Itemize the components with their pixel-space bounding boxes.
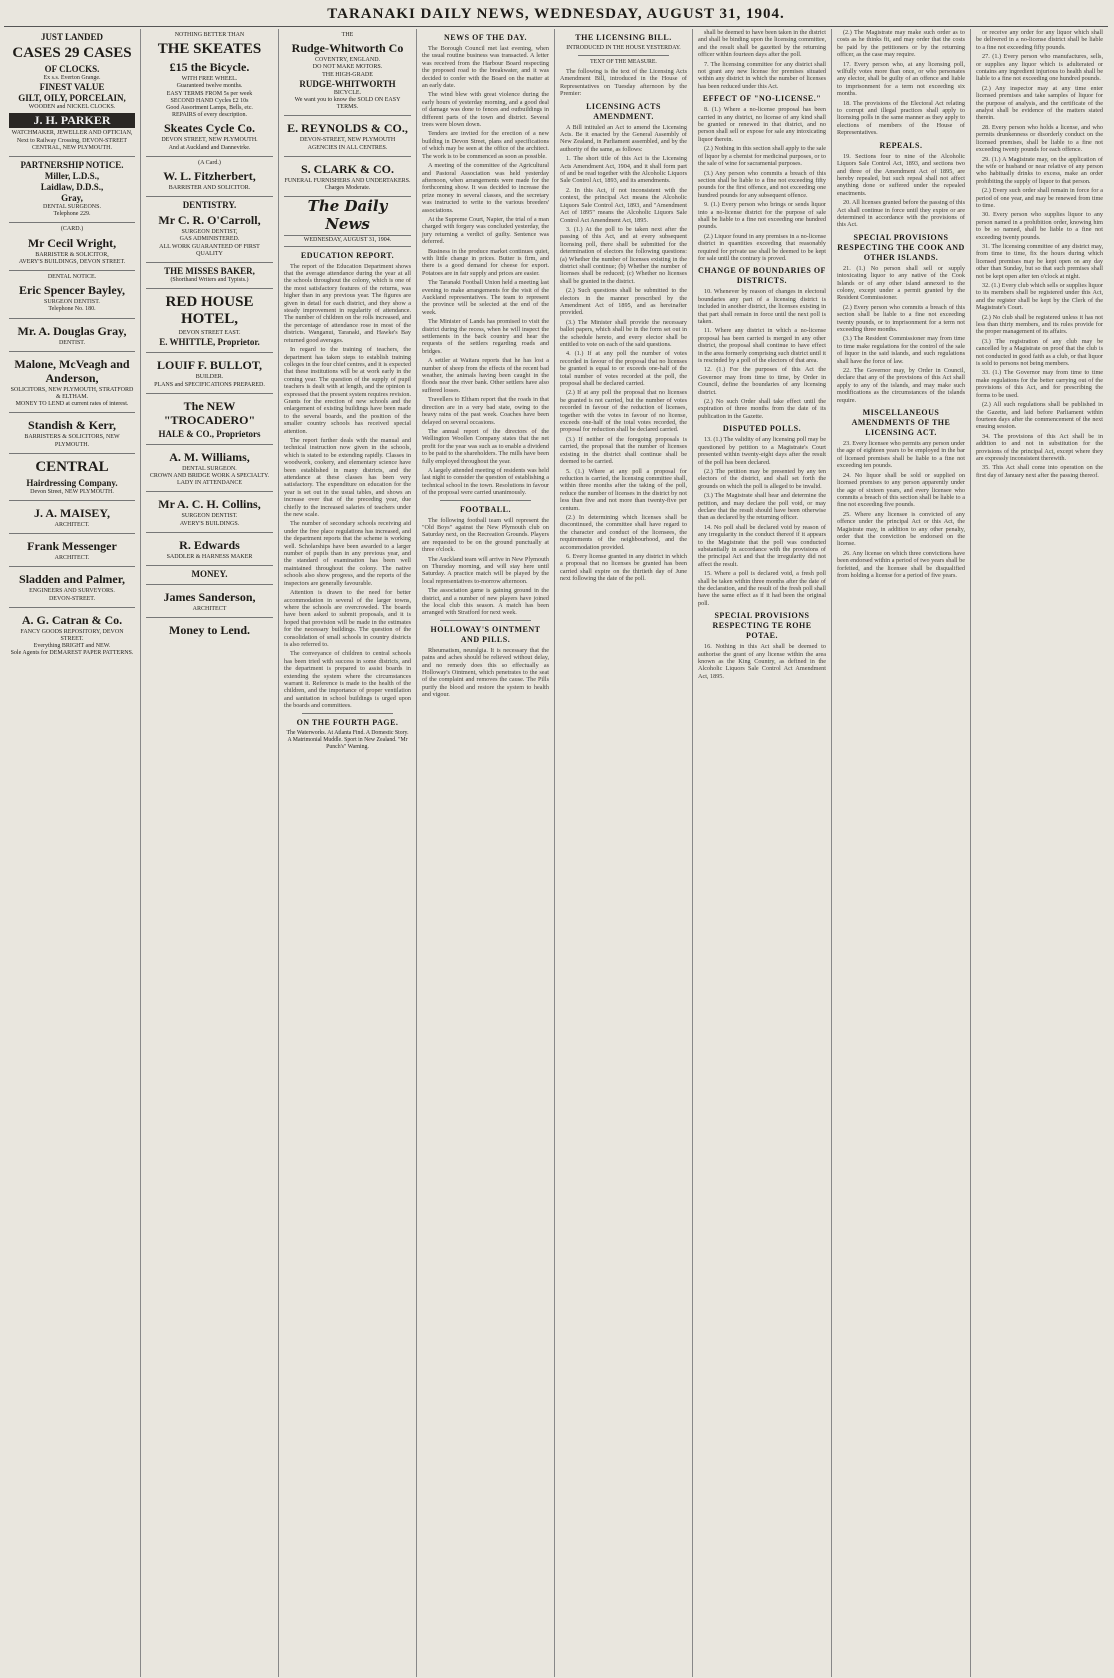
central-addr: Devon Street, NEW PLYMOUTH. [30, 488, 114, 495]
bayley-name: Eric Spencer Bayley, [18, 283, 126, 298]
education-heading: EDUCATION REPORT. [300, 250, 395, 260]
dentistry-title: DENTISTRY. [182, 200, 237, 211]
sladden-role: ENGINEERS AND SURVEYORS. [29, 588, 115, 595]
miller-name: Miller, L.D.S., [44, 171, 100, 182]
reynolds-name: E. REYNOLDS & CO., [287, 121, 408, 136]
ad-skeates [146, 29, 273, 157]
licensing-heading: THE LICENSING BILL. [575, 33, 672, 42]
williams-role: DENTAL SURGEON. [182, 465, 237, 472]
ad-clocks-line3: OF CLOCKS. [44, 64, 100, 74]
standish-name: Standish & Kerr, [28, 418, 116, 433]
rudge-the: THE [341, 32, 354, 38]
williams-lady: LADY IN ATTENDANCE [176, 480, 243, 487]
ad-clocks-line4: Ex s.s. Everton Grange. [43, 75, 101, 81]
ad-rudge [284, 29, 411, 116]
central-sub: Hairdressing Company. [26, 477, 118, 488]
rudge-loc: COVENTRY, ENGLAND. [314, 57, 381, 64]
skeates-title: THE SKEATES [157, 41, 262, 58]
ad-parker-addr: Next to Railway Crossing, DEVON-STREET CENTRAL, NEW PLYMOUTH. [16, 137, 128, 151]
ad-clocks [9, 29, 135, 157]
laidlaw-name: Laidlaw, D.D.S., [40, 182, 104, 193]
ad-cecil-wright [9, 223, 135, 271]
malone-name: Malone, McVeagh and Anderson, [14, 356, 130, 385]
ad-reynolds [284, 116, 411, 156]
col8-body: or receive any order for any liquor which shall be delivered in a no-license district shall be liable to a fine not exceeding fifty pounds. 27. (1.) Every person who manufactures, sells, or supplies any liquor which is adulterated or contains any ingredient injurious to health shall be liable to a fine not exceeding one hundred pounds. (2.) Any inspector may at any time enter licensed premises and take samples of liquor for the purpose of analysis, and the certificate of the analyst shall be evidence of the matters stated therein. 28. Every person who holds a license, and who permits drunkenness or disorderly conduct on the licensed premises, shall be liable to a fine not exceeding twenty pounds for each offence. 29. (1.) A Magistrate may, on the application of the wife or husband or near relative of any person who habitually drinks to excess, make an order prohibiting the supply of liquor to that person. (2.) Every such order shall remain in force for a period of one year, and may be renewed from time to time. 30. Every person who supplies liquor to any person named in a prohibition order, knowing him to be so named, shall be liable to a fine not exceeding twenty pounds. 31. The licensing committee of any district may, from time to time, fix the hours during which licensed premises may be kept open on any day other than Sunday, but so that such premises shall not be kept open after ten o'clock at night. 32. (1.) Every club which sells or supplies liquor to its members shall be registered under this Act, and the register shall be kept by the Clerk of the Magistrate's Court. (2.) No club shall be registered unless it has not less than thirty members, and its rules provide for the proper management of its affairs. (3.) The registration of any club may be cancelled by a Magistrate on proof that the club is not conducted in good faith as a club, or that liquor is sold to persons not being members. 33. (1.) The Governor may from time to time make regulations for the better carrying out of the provisions of this Act, and for prescribing the forms to be used. (2.) All such regulations shall be published in the Gazette, and laid before Parliament within fourteen days after the commencement of the next ensuing session. 34. The provisions of this Act shall be in addition to and not in substitution for the provisions of the principal Act, except where they are expressly inconsistent therewith. 35. This Act shall come into operation on the first day of January next after the passing thereof. [976, 29, 1103, 479]
fourth-page-items: The Waterworks. At Atlanta Find. A Domestic Story. A Matrimonial Muddle. Sport in New Zealand. "Mr Punch's" Warning. [286, 729, 409, 750]
bullot-plans: PLANS and SPECIFICATIONS PREPARED. [154, 381, 265, 388]
ad-money-lend [146, 618, 273, 643]
ad-fitzherbert [146, 157, 273, 197]
column-2 [141, 29, 279, 1677]
divider [302, 713, 393, 714]
boundaries-heading: CHANGE OF BOUNDARIES OF DISTRICTS. [698, 266, 826, 286]
central-title: CENTRAL [35, 458, 109, 475]
divider [578, 55, 669, 56]
dental-notice: DENTAL NOTICE. [47, 274, 97, 281]
ad-partnership [9, 157, 135, 223]
skeates-co: Skeates Cycle Co. [164, 121, 255, 136]
skeates-nothing: NOTHING BETTER THAN [174, 32, 245, 38]
column-7 [832, 29, 971, 1677]
skeates-guaranteed: Guaranteed twelve months. [176, 83, 243, 90]
edwards-role: SADDLER & HARNESS MAKER [166, 553, 253, 560]
special-cook-body: 21. (1.) No person shall sell or supply intoxicating liquor to any native of the Cook Islands or of any other island annexed to the colony, except under a permit granted by the Resident Commissioner. (2.) Every person who commits a breach of this section shall be liable to a fine not exceeding twenty pounds, or to imprisonment for a term not exceeding three months. (3.) The Resident Commissioner may from time to time make regulations for the control of the sale of liquor in the said islands, and such regulations shall have the force of law. 22. The Governor may, by Order in Council, declare that any of the provisions of this Act shall apply to any of the islands, and may make such modifications as the circumstances of the islands require. [837, 264, 965, 404]
dateline: WEDNESDAY, AUGUST 31, 1904. [284, 235, 411, 246]
column-4 [417, 29, 555, 1677]
malone-money: MONEY TO LEND at current rates of interest. [15, 401, 129, 408]
ad-williams [146, 445, 273, 493]
baker-name: THE MISSES BAKER, [164, 266, 255, 277]
maisey-name: J. A. MAISEY, [34, 506, 110, 521]
fitz-card: (A Card.) [198, 159, 221, 166]
ad-red-house [146, 289, 273, 353]
ad-sladden [9, 567, 135, 607]
carroll-gas: GAS ADMINISTERED. [179, 236, 240, 243]
ad-clocks-line7: WOODEN and NICKEL CLOCKS. [28, 104, 116, 111]
catran-name: A. G. Catran & Co. [21, 612, 123, 627]
licensing-sub: INTRODUCED IN THE HOUSE YESTERDAY. [566, 45, 681, 51]
special-cook-heading: SPECIAL PROVISIONS RESPECTING THE COOK AND OTHER ISLANDS. [837, 232, 965, 262]
education-body: The report of the Education Department shows that the average attendance during the year at all the schools throughout the colony, which is one of the most satisfactory features of the returns, was higher than in any previous year. The figures are given in detail for each district, and they show a steady improvement in regularity of attendance. The number of children on the rolls increased, and the percentage of attendance rose in most of the districts. Wanganui, Taranaki, and Hawke's Bay returned good averages. In regard to the training of teachers, the department has taken steps to establish training colleges in the four chief centres, and it is expected that these institutions will be at work early in the coming year. The question of the supply of pupil teachers is dealt with at length, and the opinion is expressed that the present system requires revision. Grants for the erection of new schools and the enlargement of existing buildings have been made to the several boards, and the position of the smaller country schools has received special attention. The report further deals with the manual and technical instruction now given in the schools, which is stated to be extending rapidly. Classes in woodwork, cookery, and elementary science have been established in many districts, and the attendance at these classes has been very satisfactory. The expenditure on education for the year is set out in the usual tables, and shows an increase over that of the preceding year, due chiefly to the increased salaries of teachers under the new scale. The number of secondary schools receiving aid under the free place regulations has increased, and the department reports that the scheme is working well. Scholarships have been awarded to a larger number of pupils than in any previous year, and the standard of examination has been well maintained throughout the colony. The native schools also show progress, and the reports of the inspectors are generally favourable. Attention is drawn to the need for better accommodation in several of the larger towns, where the schools are overcrowded. The boards have been asked to submit proposals, and it is hoped that provision will be made in the estimates for the necessary buildings. The question of the consolidation of small schools in country districts is also referred to. The conveyance of children to central schools has been tried with success in some districts, and the department is prepared to assist boards in extending the system where the circumstances warrant it. Reference is made to the health of the children, and the importance of proper ventilation and sanitation in school buildings is urged upon the boards and committees. [284, 262, 411, 710]
divider [440, 500, 531, 501]
collins-name: Mr A. C. H. Collins, [158, 497, 261, 512]
divider [440, 620, 531, 621]
phone-180: Telephone No. 180. [48, 306, 96, 313]
rudge-sub: DO NOT MAKE MOTORS. [312, 64, 383, 71]
bullot-role: BUILDER. [195, 374, 224, 381]
trocadero-name: The NEW "TROCADERO" [163, 398, 256, 427]
red-house-name: RED HOUSE HOTEL, [165, 294, 254, 328]
football-heading: FOOTBALL. [460, 504, 511, 514]
clark-role: FUNERAL FURNISHERS AND UNDERTAKERS. [284, 177, 411, 184]
clark-tail: Charges Moderate. [324, 185, 371, 192]
skeates-tail: And at Auckland and Dannevirke. [168, 144, 251, 151]
ad-catran [9, 608, 135, 662]
ad-parker-role: WATCHMAKER, JEWELLER AND OPTICIAN, [11, 130, 133, 137]
telephone-229: Telephone 229. [53, 211, 91, 218]
sanderson-name: James Sanderson, [163, 590, 256, 605]
standish-role: BARRISTERS & SOLICITORS, NEW PLYMOUTH. [24, 434, 120, 448]
special-rohe-heading: SPECIAL PROVISIONS RESPECTING TE ROHE POTAE. [712, 611, 812, 641]
catran-agent: Sole Agents for DEMAREST PAPER PATTERNS. [10, 650, 134, 657]
ad-trocadero [146, 394, 273, 445]
maisey-role: ARCHITECT. [54, 522, 90, 529]
williams-crown: CROWN AND BRIDGE WORK A SPECIALTY. [149, 473, 270, 480]
ad-clocks-line2: CASES 29 CASES [12, 45, 132, 61]
cecil-wright-name: Mr Cecil Wright, [27, 235, 117, 250]
whittle-name: E. WHITTLE, Proprietor. [159, 337, 260, 348]
skeates-second-hand: SECOND HAND Cycles £2 10s [170, 97, 249, 104]
ad-standish [9, 413, 135, 453]
reynolds-addr: DEVON-STREET, NEW PLYMOUTH [299, 137, 396, 144]
ad-clocks-line5: FINEST VALUE [39, 82, 105, 93]
skeates-free-wheel: WITH FREE WHEEL. [181, 76, 238, 83]
news-body: The Borough Council met last evening, when the usual routine business was transacted. A letter was received from the Harbour Board respecting the proposed road to the breakwater, and it was decided to confer with the Board on the matter at an early date. The wind blew with great violence during the early hours of yesterday morning, and a good deal of damage was done to fences and outbuildings in different parts of the town and district. Several trees were blown down. Tenders are invited for the erection of a new building in Devon Street, plans and specifications of which may be seen at the office of the architect. The work is to be commenced as soon as possible. A meeting of the committee of the Agricultural and Pastoral Association was held yesterday afternoon, when arrangements were made for the forthcoming show. It was decided to increase the prize money in several classes, and the secretary was instructed to write to the various breeders' associations. At the Supreme Court, Napier, the trial of a man charged with forgery was concluded yesterday, the jury returning a verdict of guilty. Sentence was deferred. Business in the produce market continues quiet, with little change in prices. Butter is firm, and there is a good demand for cheese for export. Potatoes are in fair supply and prices are easier. The Taranaki Football Union held a meeting last evening to make arrangements for the visit of the Auckland representatives. The team to represent the province will be selected at the end of the week. The Minister of Lands has promised to visit the district during the recess, when he will inspect the settlements in the back country and hear the requests of the settlers regarding roads and bridges. A settler at Waitara reports that he has lost a number of sheep from the effects of the recent bad weather, the animals having been caught in the floods near the river bank. Other settlers have also suffered losses. Travellers to Eltham report that the roads in that direction are in a very bad state, owing to the heavy rains of the past week. Coaches have been delayed on several occasions. The annual report of the directors of the Wellington Woollen Company states that the net profit for the year was such as to enable a dividend to be paid to the shareholders. The mills have been fully employed throughout the year. A largely attended meeting of residents was held last night to consider the question of establishing a technical school in the town. Resolutions in favour of the proposal were carried unanimously. [422, 45, 549, 497]
fitz-role: BARRISTER AND SOLICITOR. [168, 185, 251, 192]
collins-addr: AVERY'S BUILDINGS. [179, 520, 240, 527]
douglas-gray-name: Mr. A. Douglas Gray, [17, 323, 127, 338]
no-license-body: 8. (1.) Where a no-license proposal has been carried in any district, no license of any kind shall be granted or renewed in that district, and no person shall sell or expose for sale any intoxicating liquor therein. (2.) Nothing in this section shall apply to the sale of liquor by a chemist for medicinal purposes, or to the sale of wine for sacramental purposes. (3.) Any person who commits a breach of this section shall be liable to a fine not exceeding fifty pounds for the first offence, and not exceeding one hundred pounds for any subsequent offence. 9. (1.) Every person who brings or sends liquor into a no-license district for the purpose of sale shall be liable to a fine not exceeding one hundred pounds. (2.) Liquor found in any premises in a no-license district in quantities exceeding that reasonably required for private use shall be deemed to be kept for sale until the contrary is proved. [698, 106, 826, 262]
douglas-gray-role: DENTIST. [58, 339, 86, 346]
rudge-high-grade: THE HIGH-GRADE [322, 71, 373, 78]
ad-central [9, 454, 135, 501]
amendment-body: A Bill intituled an Act to amend the Licensing Acts. Be it enacted by the General Assembly of New Zealand, in Parliament assembled, and by the authority of the same, as follows: 1. The short title of this Act is the Licensing Acts Amendment Act, 1904, and it shall form part of and be read together with the Alcoholic Liquors Sale Control Act, 1893, and its amendments. 2. In this Act, if not inconsistent with the context, the principal Act means the Alcoholic Liquors Sale Control Act, 1893, and "Amendment Act of 1895" means the Alcoholic Liquors Sale Control Act Amendment Act, 1895. 3. (1.) At the poll to be taken next after the passing of this Act, and at every subsequent licensing poll, there shall be submitted for the determination of electors the following questions: (a) Whether the number of licenses existing in the district shall continue; (b) Whether the number of licenses shall be reduced; (c) Whether no licenses shall be granted in the district. (2.) Such questions shall be submitted to the electors in the manner prescribed by the Amendment Act of 1895, and as hereinafter provided. (3.) The Minister shall provide the necessary ballot papers, which shall be in the form set out in the schedule hereto, and every elector shall be entitled to vote on each of the said questions. 4. (1.) If at any poll the number of votes recorded in favour of the proposal that no licenses be granted is equal to or exceeds one-half of the total number of votes recorded at the poll, the proposal shall be declared carried. (2.) If at any poll the proposal that no licenses be granted is not carried, but the number of votes recorded in favour of the reduction of licenses, together with the votes in favour of no license, exceeds one-half of the total votes recorded, the proposal for reduction shall be declared carried. (3.) If neither of the foregoing proposals is carried, the proposal that the number of licenses existing in the district shall continue shall be deemed to be carried. 5. (1.) Where at any poll a proposal for reduction is carried, the licensing committee shall, within three months after the taking of the poll, reduce the number of licenses in the district by not less than five and not more than twenty-five per centum. (2.) In determining which licenses shall be discontinued, the committee shall have regard to the character and conduct of the licensees, the requirements of the neighbourhood, and the accommodation provided. 6. Every license granted in any district in which a proposal that no licenses be granted has been carried shall expire on the thirtieth day of June next following the date of the poll. [560, 123, 687, 583]
bullot-name: LOUIF F. BULLOT, [157, 358, 262, 373]
gray-name: Gray, [61, 193, 83, 204]
misc-body: 23. Every licensee who permits any person under the age of eighteen years to be employed in the bar of licensed premises shall be liable to a fine not exceeding ten pounds. 24. No liquor shall be sold or supplied on licensed premises to any person apparently under the age of sixteen years, and every licensee who commits a breach of this section shall be liable to a fine not exceeding five pounds. 25. Where any licensee is convicted of any offence under the principal Act or this Act, the Magistrate may, in addition to any other penalty, order that the conviction be endorsed on the license. 26. Any license on which three convictions have been endorsed within a period of two years shall be forfeited, and the licensee shall be disqualified from holding a license for a period of five years. [837, 440, 965, 579]
skeates-repairs: REPAIRS of every description. [171, 112, 248, 119]
messenger-role: ARCHITECT. [54, 555, 90, 562]
skeates-addr: DEVON STREET, NEW PLYMOUTH. [161, 137, 258, 144]
misc-heading: MISCELLANEOUS AMENDMENTS OF THE LICENSING ACT. [851, 408, 951, 438]
partnership-title: PARTNERSHIP NOTICE. [20, 160, 124, 171]
messenger-name: Frank Messenger [27, 539, 117, 554]
ad-clocks-line1: JUST LANDED [40, 32, 104, 42]
masthead: TARANAKI DAILY NEWS, WEDNESDAY, AUGUST 31, 1904. [4, 4, 1108, 27]
ad-edwards [146, 533, 273, 566]
disputed-body: 13. (1.) The validity of any licensing poll may be questioned by petition to a Magistrate's Court presented within twenty-eight days after the result of the poll has been declared. (2.) The petition may be presented by any ten electors of the district, and shall set forth the grounds on which the poll is alleged to be invalid. (3.) The Magistrate shall hear and determine the petition, and may declare the poll void, or may declare that the result should have been otherwise than as declared by the returning officer. 14. No poll shall be declared void by reason of any irregularity in the conduct thereof if it appears to the Magistrate that the poll was conducted substantially in accordance with the provisions of the principal Act and that the irregularity did not affect the result. 15. Where a poll is declared void, a fresh poll shall be taken within three months after the date of the declaration, and the result of the fresh poll shall have the same effect as if it had been the original poll. [698, 436, 826, 607]
column-1 [4, 29, 141, 1677]
ad-clocks-line6: GILT, OILY, PORCELAIN, [18, 93, 126, 104]
special-rohe-body: 16. Nothing in this Act shall be deemed to authorise the grant of any license within the area known as the King Country, as defined in the Alcoholic Liquors Sale Control Act Amendment Act, 1895. [698, 643, 826, 680]
ad-douglas-gray [9, 319, 135, 352]
williams-name: A. M. Williams, [169, 449, 250, 464]
sladden-name: Sladden and Palmer, [19, 572, 125, 587]
no-license-heading: EFFECT OF "NO-LICENSE." [702, 94, 822, 104]
news-heading: NEWS OF THE DAY. [444, 33, 527, 42]
card-label: (CARD.) [60, 226, 84, 233]
column-6 [693, 29, 832, 1677]
column-5 [555, 29, 693, 1677]
ad-sanderson [146, 585, 273, 618]
licensing-text-heading: TEXT OF THE MEASURE. [590, 59, 657, 65]
collins-role: SURGEON DENTIST. [181, 513, 238, 520]
bayley-role: SURGEON DENTIST. [44, 299, 100, 306]
col7-body-top: (2.) The Magistrate may make such order as to costs as he thinks fit, and may order that the costs be paid by the petitioners or by the returning officer, as the case may require. 17. Every person who, at any licensing poll, wilfully votes more than once, or who personates any elector, shall be guilty of an offence and liable to imprisonment for a term not exceeding six months. 18. The provisions of the Electoral Act relating to corrupt and illegal practices shall apply to licensing polls in the same manner as they apply to elections of members of the House of Representatives. [837, 29, 965, 137]
skeates-easy-terms: EASY TERMS FROM 5s per week [166, 90, 253, 97]
catran-role: FANCY GOODS REPOSITORY, DEVON STREET. [20, 628, 124, 643]
rudge-bicycle: BICYCLE. [333, 89, 362, 96]
ad-malone [9, 352, 135, 414]
fitz-name: W. L. Fitzherbert, [163, 169, 256, 184]
rudge-bicycle-name: RUDGE-WHITWORTH [299, 78, 396, 89]
rudge-easy: We want you to know the SOLD ON EASY TERMS. [294, 97, 401, 111]
ad-clark [284, 157, 411, 197]
ad-misses-baker [146, 263, 273, 289]
football-body: The following football team will represent the "Old Boys" against the New Plymouth club on Saturday next, on the Recreation Grounds. Players are requested to be on the ground punctually at three o'clock. The Auckland team will arrive in New Plymouth on Thursday morning, and will stay here until Saturday. A practice match will be played by the local representatives to-morrow afternoon. The association game is gaining ground in the district, and a number of new players have joined the local club this season. A match has been arranged with Stratford for next week. [422, 516, 549, 617]
carroll-name: Mr C. R. O'Carroll, [158, 213, 261, 228]
ad-bayley [9, 271, 135, 319]
ad-money [146, 566, 273, 585]
malone-role: SOLICITORS, NEW PLYMOUTH, STRATFORD & ELTHAM. [10, 386, 134, 401]
edwards-name: R. Edwards [179, 537, 240, 552]
repeals-body: 19. Sections four to nine of the Alcoholic Liquors Sale Control Act, 1893, and sections two and three of the Amendment Act of 1895, are hereby repealed, but such repeal shall not affect anything done or suffered under the repealed enactments. 20. All licenses granted before the passing of this Act shall continue in force until they expire or are determined in accordance with the provisions of this Act. [837, 152, 965, 229]
skeates-price: £15 the Bicycle. [169, 60, 250, 75]
catran-tail: Everything BRIGHT and NEW. [33, 643, 111, 650]
column-3 [279, 29, 417, 1677]
dental-surgeons: DENTAL SURGEONS. [43, 204, 101, 211]
amendment-heading: LICENSING ACTS AMENDMENT. [586, 101, 661, 121]
ad-parker-name: J. H. PARKER [9, 113, 135, 128]
holloway-body: Rheumatism, neuralgia. It is necessary that the pains and aches should be relieved without delay, and no remedy does this so effectually as Holloway's Ointment, which penetrates to the seat of the complaint and removes the cause. The Pills purify the blood and restore the system to health and vigour. [422, 646, 549, 699]
licensing-cont-body: shall be deemed to have been taken in the district and shall be binding upon the licensing committee, and the result shall be gazetted by the returning officer within fourteen days after the poll. 7. The licensing committee for any district shall not grant any new license for premises situated within any district in which the number of licenses has been reduced under this Act. [698, 29, 826, 90]
ad-carroll [146, 197, 273, 263]
rudge-name: Rudge-Whitworth Co [291, 41, 404, 56]
ad-collins [146, 492, 273, 532]
red-house-addr: DEVON STREET EAST. [178, 330, 241, 337]
carroll-all-work: ALL WORK GUARANTEED OF FIRST QUALITY [159, 243, 260, 257]
ad-messenger [9, 534, 135, 567]
clark-name: S. CLARK & CO. [300, 161, 394, 176]
ad-maisey [9, 501, 135, 534]
disputed-heading: DISPUTED POLLS. [722, 424, 802, 434]
cecil-wright-role: BARRISTER & SOLICITOR, [35, 251, 109, 258]
repeals-heading: REPEALS. [879, 140, 923, 150]
columns [4, 29, 1108, 1677]
boundaries-body: 10. Whenever by reason of changes in electoral boundaries any part of a licensing district is included in another district, the licenses existing in that part shall remain in force until the next poll is taken. 11. Where any district in which a no-license proposal has been carried is merged in any other district, the proposal shall continue to have effect in the area formerly comprising such district until it is rescinded by a poll of the electors of that area. 12. (1.) For the purposes of this Act the Governor may from time to time, by Order in Council, define the boundaries of any licensing district. (2.) No such Order shall take effect until the expiration of three months from the date of its publication in the Gazette. [698, 288, 826, 420]
licensing-body: The following is the text of the Licensing Acts Amendment Bill, introduced in the House of Representatives on Tuesday afternoon by the Premier: [560, 68, 687, 98]
holloway-heading: HOLLOWAY'S OINTMENT AND PILLS. [430, 624, 541, 644]
sladden-addr: DEVON-STREET. [48, 595, 96, 602]
column-8 [971, 29, 1108, 1677]
reynolds-tail: AGENCIES IN ALL CENTRES. [307, 144, 388, 151]
fourth-page-heading: ON THE FOURTH PAGE. [296, 717, 399, 727]
ad-bullot [146, 353, 273, 393]
carroll-role: SURGEON DENTIST, [181, 229, 238, 236]
hale-name: HALE & CO., Proprietors [158, 428, 261, 439]
daily-news-title: The Daily News [307, 197, 388, 234]
baker-role: (Shorthand Writers and Typists.) [170, 277, 249, 284]
money-title: MONEY. [191, 569, 228, 580]
money-lend-title: Money to Lend. [169, 623, 250, 638]
cecil-wright-addr: AVERY'S BUILDINGS, DEVON STREET. [18, 258, 126, 265]
skeates-lamps: Good Assortment Lamps, Bells, etc. [166, 105, 253, 112]
sanderson-role: ARCHITECT [192, 606, 227, 613]
